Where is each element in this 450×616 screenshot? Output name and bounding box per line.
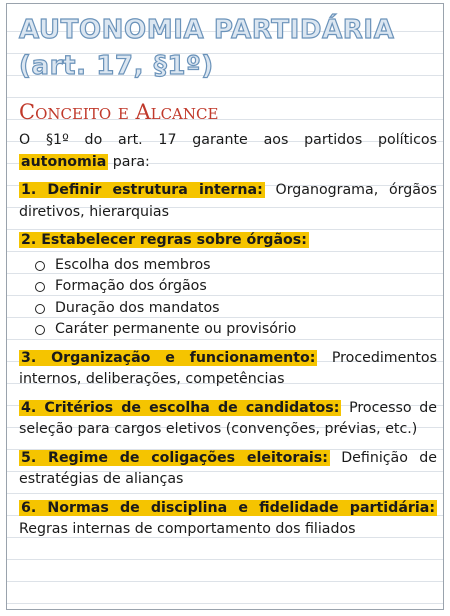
sub-list-item xyxy=(35,276,437,298)
item-label: 3. Organização e funcionamento: xyxy=(21,349,316,366)
item-text: Definição de estratégias de alianças xyxy=(19,449,437,487)
sub-item-text: Caráter permanente ou provisório xyxy=(55,321,297,337)
item-label: 6. Normas de disciplina e fidelidade partidária: xyxy=(21,499,435,516)
item-label: 5. Regime de coligações eleitorais: xyxy=(21,449,328,466)
list-item-4 xyxy=(19,398,437,441)
circle-bullet-icon xyxy=(35,325,45,335)
list-item-6 xyxy=(19,498,437,541)
note-page xyxy=(6,3,444,610)
sub-item-text: Escolha dos membros xyxy=(55,256,211,273)
sub-list-item xyxy=(35,255,437,277)
item-text: Organograma, órgãos diretivos, hierarquias xyxy=(19,182,437,220)
intro-paragraph xyxy=(19,130,437,173)
sub-item-text: Duração dos mandatos xyxy=(55,299,220,316)
sub-list xyxy=(19,255,437,341)
list-item-2 xyxy=(19,230,437,252)
sub-item-text: Formação dos órgãos xyxy=(55,278,207,294)
item-label: 1. Definir estrutura interna: xyxy=(21,182,263,198)
intro-text-end: para: xyxy=(112,153,150,170)
circle-bullet-icon xyxy=(35,261,45,271)
list-item-1 xyxy=(19,180,437,223)
list-item-3 xyxy=(19,348,437,391)
item-text: Processo de seleção para cargos eletivos (convenções, prévias, etc.) xyxy=(19,399,438,437)
item-label: 4. Critérios de escolha de candidatos: xyxy=(21,399,340,416)
item-text: Procedimentos internos, deliberações, competências xyxy=(19,349,437,387)
page-title: AUTONOMIA PARTIDÁRIA (art. 17, §1º) xyxy=(19,15,395,81)
item-label: 2. Estabelecer regras sobre órgãos: xyxy=(21,232,307,248)
section-title: Conceito e Alcance xyxy=(19,100,219,124)
circle-bullet-icon xyxy=(35,304,45,314)
item-text: Regras internas de comportamento dos filiados xyxy=(19,521,356,537)
list-item-5 xyxy=(19,448,437,491)
circle-bullet-icon xyxy=(35,282,45,292)
sub-list-item xyxy=(35,319,437,341)
sub-list-item xyxy=(35,298,437,320)
intro-text: O §1º do art. 17 garante aos partidos políticos xyxy=(19,132,437,148)
intro-highlight: autonomia xyxy=(21,153,107,170)
